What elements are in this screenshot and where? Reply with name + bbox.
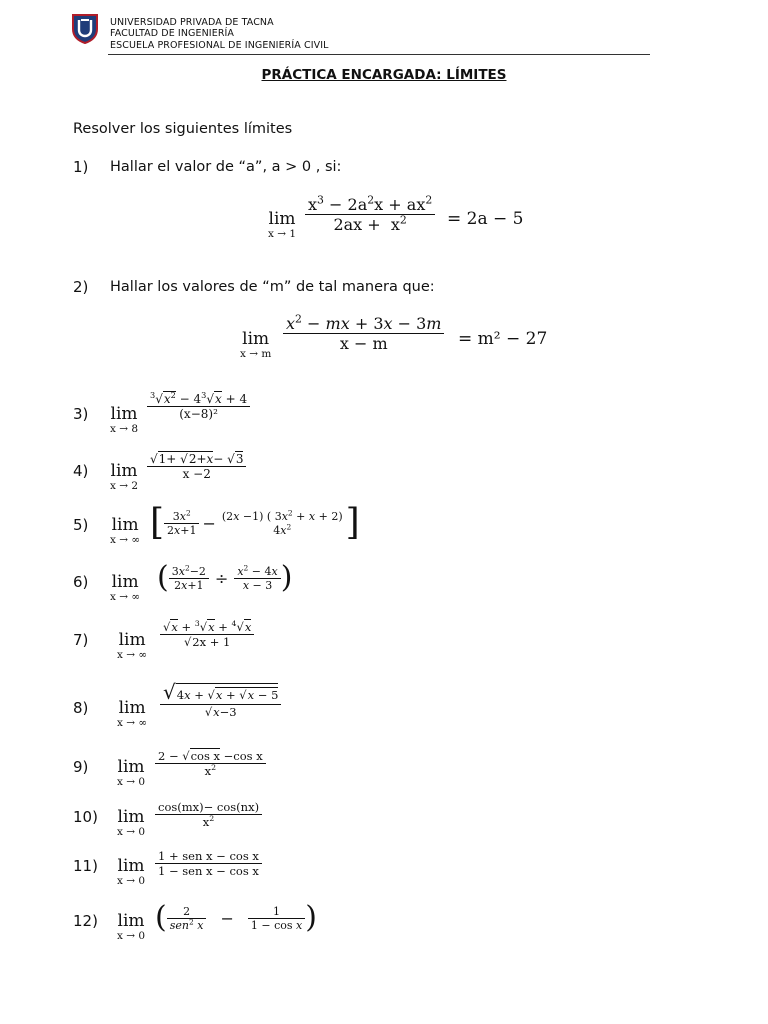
limit-expression: ( $\frac{2}{sen^2 x}$ − $\frac{1}{\text{1 − cos x}}$ ) xyxy=(155,900,317,935)
problem-number: 7) xyxy=(73,631,89,649)
limit-result: = m² − 27 xyxy=(458,329,548,349)
limit-operator: lim x → 0 xyxy=(117,757,146,788)
page-title: PRÁCTICA ENCARGADA: LÍMITES xyxy=(261,67,507,83)
faculty-name: FACULTAD DE INGENIERÍA xyxy=(110,28,235,39)
problem-number: 11) xyxy=(73,857,98,875)
limit-expression: [ $\frac{3x^2}{2x+1}$ − (2x −1) ( $3x^2 + x + 2$) $4x^2$ ] xyxy=(150,502,360,543)
problem-number: 3) xyxy=(73,405,89,423)
limit-expression: cos(mx)− cos(nx) $x^2$ xyxy=(155,800,262,829)
problem-number: 9) xyxy=(73,758,89,776)
limit-operator: lim x → ∞ xyxy=(110,515,141,546)
limit-expression: √4x + √x + √x − 5 √x−3 xyxy=(160,678,281,719)
university-name: UNIVERSIDAD PRIVADA DE TACNA xyxy=(110,17,274,28)
limit-expression: 2 − √cos x −cos x $x^2$ xyxy=(155,749,266,778)
school-name: ESCUELA PROFESIONAL DE INGENIERÍA CIVIL xyxy=(110,40,329,51)
limit-operator: lim x → 0 xyxy=(117,807,146,838)
instructions: Resolver los siguientes límites xyxy=(73,121,293,137)
problem-number: 5) xyxy=(73,516,89,534)
limit-operator: lim x → 0 xyxy=(117,911,146,942)
problem-number: 10) xyxy=(73,808,98,826)
limit-expression: $x^3 - 2a^2x + ax^2$ $2ax + x^2$ xyxy=(305,195,435,234)
limit-expression: $x^2$ − mx + 3x − 3m x − m xyxy=(283,314,444,353)
limit-operator: lim x → 8 xyxy=(110,404,139,435)
limit-operator: lim x → ∞ xyxy=(110,572,141,603)
limit-expression: √1+ √2+x− √3 x −2 xyxy=(147,452,246,481)
problem-number: 2) xyxy=(73,278,89,296)
problem-number: 4) xyxy=(73,462,89,480)
limit-expression: ( $\frac{3x^2-2}{2x+1}$ ÷ $\frac{x^2 - 4x}{x - 3}$ ) xyxy=(157,560,293,595)
problem-number: 6) xyxy=(73,573,89,591)
limit-expression: √x + $^3$√x + $^4$√x √2x + 1 xyxy=(160,620,254,649)
limit-expression: 1 + sen x − cos x 1 − sen x − cos x xyxy=(155,849,262,878)
university-logo xyxy=(70,12,100,44)
header-rule xyxy=(108,54,650,55)
problem-number: 8) xyxy=(73,699,89,717)
limit-operator: lim x → 1 xyxy=(268,209,297,240)
problem-statement: Hallar los valores de “m” de tal manera que: xyxy=(110,279,435,295)
limit-operator: lim x → m xyxy=(240,329,272,360)
limit-result: = 2a − 5 xyxy=(447,209,524,229)
limit-operator: lim x → ∞ xyxy=(117,698,148,729)
problem-number: 1) xyxy=(73,158,89,176)
limit-expression: $^3√x^2 - 4^3√x + 4$ (x−8)² xyxy=(147,392,250,421)
limit-operator: lim x → 2 xyxy=(110,461,139,492)
problem-number: 12) xyxy=(73,912,98,930)
problem-statement: Hallar el valor de “a”, a > 0 , si: xyxy=(110,159,342,175)
limit-operator: lim x → 0 xyxy=(117,856,146,887)
limit-operator: lim x → ∞ xyxy=(117,630,148,661)
